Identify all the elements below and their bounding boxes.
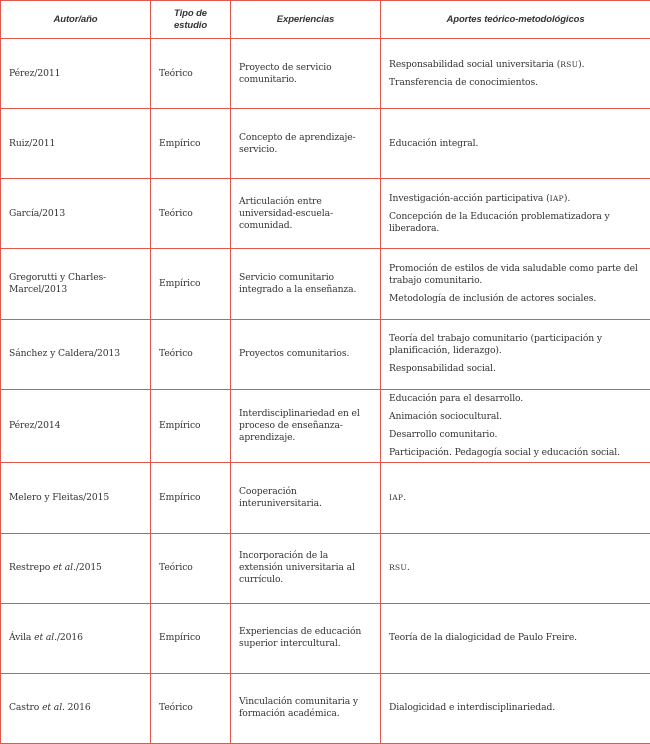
contribution-text: Educación integral. xyxy=(389,137,479,149)
cell-study-type: Empírico xyxy=(151,109,231,179)
author-name: Ávila xyxy=(9,632,35,644)
author-text: Gregorutti y Charles-Marcel/2013 xyxy=(9,272,107,296)
table-row xyxy=(1,389,650,463)
header-contributions: Aportes teórico-metodológicos xyxy=(381,1,650,39)
contribution-abbr: RSU xyxy=(560,59,579,69)
contribution-text: Promoción de estilos de vida saludable como parte del trabajo comunitario. xyxy=(389,263,638,287)
author-year: 2016 xyxy=(64,702,91,714)
contribution-line xyxy=(389,77,642,89)
table-header xyxy=(1,1,650,39)
contribution-text: Animación sociocultural. xyxy=(389,411,502,423)
cell-study-type: Teórico xyxy=(151,673,231,743)
contribution-line xyxy=(389,363,642,375)
header-study-type-line2: estudio xyxy=(173,19,208,31)
author-et-al: et al. xyxy=(53,562,76,574)
table-row xyxy=(1,533,650,603)
cell-author xyxy=(1,673,151,743)
contribution-line xyxy=(389,333,642,357)
author-text: Melero y Fleitas/2015 xyxy=(9,491,110,503)
contribution-line xyxy=(389,492,642,504)
cell-study-type: Teórico xyxy=(151,533,231,603)
cell-contributions xyxy=(381,463,650,533)
author-year: /2015 xyxy=(75,562,102,574)
contribution-text: Participación. Pedagogía social y educación social. xyxy=(389,447,620,459)
cell-contributions xyxy=(381,39,650,109)
contribution-text: Teoría del trabajo comunitario (participación y planificación, liderazgo). xyxy=(389,333,602,357)
contribution-line xyxy=(389,193,642,205)
contribution-text: Metodología de inclusión de actores sociales. xyxy=(389,293,597,305)
cell-author xyxy=(1,389,151,463)
header-row xyxy=(1,1,650,39)
contribution-line xyxy=(389,632,642,644)
contribution-text: Teoría de la dialogicidad de Paulo Freire. xyxy=(389,632,578,644)
table-row xyxy=(1,249,650,319)
table-row xyxy=(1,39,650,109)
cell-author xyxy=(1,39,151,109)
contribution-abbr: RSU xyxy=(389,563,407,573)
table-row xyxy=(1,673,650,743)
table-row xyxy=(1,179,650,249)
cell-experience: Interdisciplinariedad en el proceso de enseñanza-aprendizaje. xyxy=(231,389,381,463)
contribution-line xyxy=(389,293,642,305)
cell-author xyxy=(1,319,151,389)
contribution-abbr: IAP xyxy=(389,492,404,502)
contribution-text: Dialogicidad e interdisciplinariedad. xyxy=(389,702,556,714)
cell-study-type: Empírico xyxy=(151,389,231,463)
contribution-text: Responsabilidad social universitaria ( xyxy=(389,58,561,70)
header-study-type-line1: Tipo de xyxy=(174,7,207,19)
cell-contributions xyxy=(381,319,650,389)
cell-experience: Concepto de aprendizaje-servicio. xyxy=(231,109,381,179)
cell-author xyxy=(1,603,151,673)
header-experiences: Experiencias xyxy=(231,1,381,39)
cell-experience: Articulación entre universidad-escuela-comunidad. xyxy=(231,179,381,249)
author-text: Pérez/2011 xyxy=(9,67,61,79)
contribution-line xyxy=(389,429,642,441)
cell-contributions xyxy=(381,389,650,463)
contribution-line xyxy=(389,562,642,574)
table-body xyxy=(1,39,650,744)
cell-experience: Proyectos comunitarios. xyxy=(231,319,381,389)
contribution-suffix: ). xyxy=(563,192,571,204)
table-row xyxy=(1,603,650,673)
contribution-suffix: . xyxy=(403,491,407,503)
cell-study-type: Empírico xyxy=(151,603,231,673)
cell-study-type: Teórico xyxy=(151,39,231,109)
table-row xyxy=(1,319,650,389)
contribution-suffix: ). xyxy=(578,58,585,70)
cell-contributions xyxy=(381,109,650,179)
cell-study-type: Teórico xyxy=(151,179,231,249)
cell-study-type: Empírico xyxy=(151,249,231,319)
contribution-line xyxy=(389,263,642,287)
author-name: Castro xyxy=(9,702,43,714)
cell-author xyxy=(1,463,151,533)
contribution-abbr: IAP xyxy=(549,193,564,203)
contribution-text: Educación para el desarrollo. xyxy=(389,393,524,405)
cell-contributions xyxy=(381,533,650,603)
cell-contributions xyxy=(381,249,650,319)
cell-study-type: Empírico xyxy=(151,463,231,533)
contribution-text: Desarrollo comunitario. xyxy=(389,429,498,441)
author-et-al: et al. xyxy=(34,632,57,644)
contribution-text: Responsabilidad social. xyxy=(389,363,496,375)
cell-experience: Servicio comunitario integrado a la enseñanza. xyxy=(231,249,381,319)
contribution-text: Concepción de la Educación problematizadora y liberadora. xyxy=(389,210,610,234)
author-text: García/2013 xyxy=(9,207,66,219)
contribution-line xyxy=(389,411,642,423)
author-et-al: et al. xyxy=(42,702,65,714)
cell-author xyxy=(1,533,151,603)
author-text: Sánchez y Caldera/2013 xyxy=(9,348,120,360)
cell-study-type: Teórico xyxy=(151,319,231,389)
author-text: Ruiz/2011 xyxy=(9,137,56,149)
contribution-suffix: . xyxy=(406,562,410,574)
contribution-line xyxy=(389,702,642,714)
cell-experience: Vinculación comunitaria y formación académica. xyxy=(231,673,381,743)
cell-experience: Experiencias de educación superior intercultural. xyxy=(231,603,381,673)
contribution-text: Investigación-acción participativa ( xyxy=(389,192,550,204)
contribution-line xyxy=(389,59,642,71)
contribution-line xyxy=(389,211,642,235)
cell-contributions xyxy=(381,179,650,249)
table-row xyxy=(1,109,650,179)
cell-author xyxy=(1,109,151,179)
header-study-type xyxy=(151,1,231,39)
author-year: /2016 xyxy=(56,632,83,644)
cell-experience: Incorporación de la extensión universitaria al currículo. xyxy=(231,533,381,603)
cell-experience: Proyecto de servicio comunitario. xyxy=(231,39,381,109)
cell-author xyxy=(1,249,151,319)
table-row xyxy=(1,463,650,533)
author-text: Pérez/2014 xyxy=(9,420,61,432)
cell-contributions xyxy=(381,603,650,673)
author-name: Restrepo xyxy=(9,562,54,574)
contribution-line xyxy=(389,447,642,459)
header-author: Autor/año xyxy=(1,1,151,39)
cell-contributions xyxy=(381,673,650,743)
cell-experience: Cooperación interuniversitaria. xyxy=(231,463,381,533)
cell-author xyxy=(1,179,151,249)
contribution-line xyxy=(389,393,642,405)
contribution-line xyxy=(389,138,642,150)
contribution-text: Transferencia de conocimientos. xyxy=(389,76,538,88)
